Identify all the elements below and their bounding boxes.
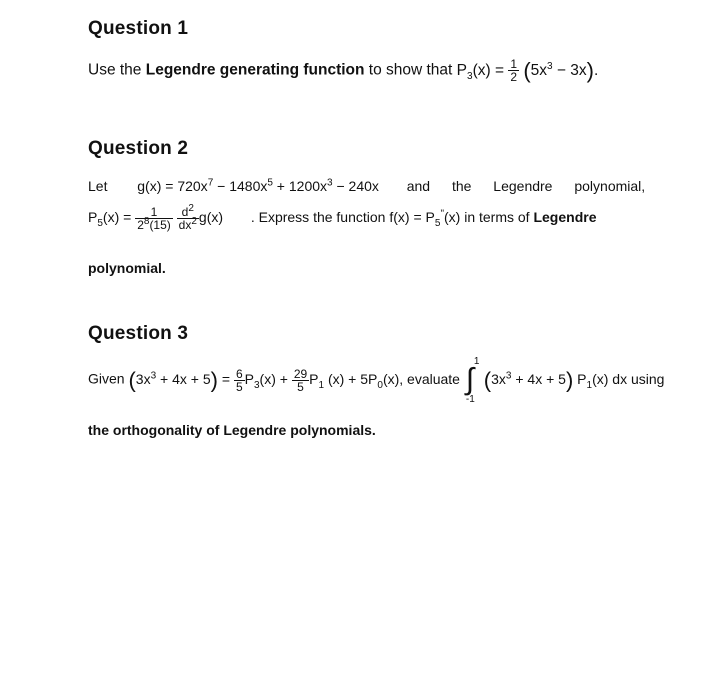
- q1-formula: $P_3(x)$ = $\frac{1}{2}$ $(5x^3 - 3x)$.: [456, 57, 599, 84]
- integral-symbol: ∫ 1 -1: [465, 356, 480, 405]
- q2-p5-formula: $P_5(x)$ = $\frac{1}{2^8(15)}$ $\frac{d^2}{dx^2}$ g(x): [88, 203, 224, 232]
- q3-expansion: $(3x^3 + 4x + 5)$ = $\frac{6}{5}$ $P_3(x)$ + $\frac{29}{5}$ $P_1$ $(x) + 5P_0(x)$, evaluate: [128, 366, 460, 394]
- q2-line-1: Let $g(x) = 720x^7 - 1480x^5 + 1200x^3 - 240x$ and the Legendre polynomial,: [88, 177, 646, 194]
- q2-line-3: polynomial.: [88, 260, 166, 276]
- q1-title: Question 1: [88, 18, 189, 39]
- q3-integrand: $(3x^3 + 4x + 5)$ $P_1(x)$ dx using: [483, 367, 665, 392]
- q2-title: Question 2: [88, 138, 189, 159]
- q2-line-2: $P_5(x)$ = $\frac{1}{2^8(15)}$ $\frac{d^2}{dx^2}$ g(x) . Express the function $f(x) = P_5^"(x)$ in terms of Legendre: [88, 203, 597, 232]
- q2-g-formula: $g(x) = 720x^7 - 1480x^5 + 1200x^3 - 240x$: [137, 177, 379, 194]
- q3-title: Question 3: [88, 323, 189, 344]
- q3-line-1: Given $(3x^3 + 4x + 5)$ = $\frac{6}{5}$ $P_3(x)$ + $\frac{29}{5}$ $P_1$ $(x) + 5P_0(x)$, evaluate ∫ 1 -1 $(3x^3 + 4x + 5)$ $P_1(x)$ dx using: [88, 356, 665, 405]
- q1-statement: Use the Legendre generating function to show that $P_3(x)$ = $\frac{1}{2}$ $(5x^3 - 3x)$.: [88, 57, 599, 84]
- q3-line-2: the orthogonality of Legendre polynomials.: [88, 422, 376, 438]
